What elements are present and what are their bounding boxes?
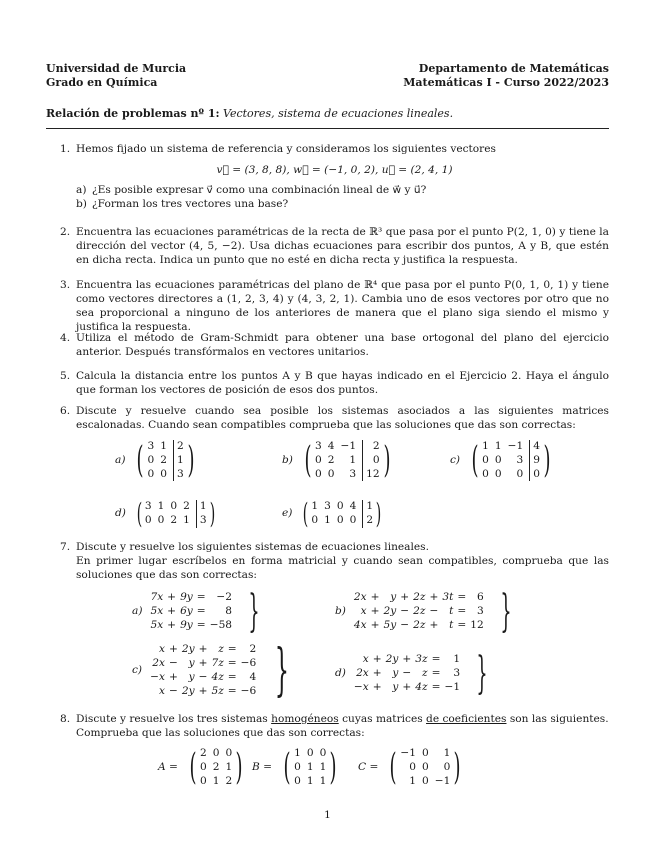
matrix-cell: 1 (306, 774, 314, 787)
matrix-cell: 0 (147, 467, 155, 480)
equation-term: y (392, 667, 399, 680)
problem-text: Encuentra las ecuaciones paramétricas del plano de ℝ⁴ que pasa por el punto P(0, 1, 0, 1) y tiene como vectores directores a (1, 2, 3, 4) y (4, 3, 2, 1). Cambia uno de esos vectores por otro que no sea proporcional a ninguno de los anteriores de manera que el plano siga siendo el mismo y justifica la respuesta. (76, 279, 609, 333)
matrix-cell: 0 (409, 760, 417, 773)
matrix-B: B = ( 1 0 0 0 1 1 0 1 1 ) (252, 746, 337, 788)
problem-4 (60, 332, 609, 360)
matrix-cell: 0 (199, 774, 207, 787)
equation-term: 4z (211, 671, 224, 683)
equation-term: + (167, 591, 177, 604)
department-name: Departamento de Matemáticas (418, 62, 609, 75)
matrix-cell: 3 (324, 500, 331, 513)
problem-text: Discute y resuelve cuando sea posible los sistemas asociados a las siguientes matrices escalonadas. Cuando sean compatibles comprueba que las soluciones que das son correctas: (76, 405, 609, 431)
equation-term: 5x (150, 605, 164, 618)
title-italic: Vectores, sistema de ecuaciones lineales. (223, 107, 454, 120)
equation-term: = (227, 684, 237, 697)
equation-term: = (457, 618, 467, 631)
coefficient-matrix (400, 747, 450, 788)
problem-number: 6. (60, 405, 71, 417)
equation-term: 9y (180, 591, 193, 604)
course-name: Matemáticas I - Curso 2022/2023 (403, 76, 609, 90)
matrix-cell: 0 (199, 760, 207, 773)
title-divider (46, 128, 609, 129)
equation-term: = (457, 605, 467, 618)
problem-number: 4. (60, 332, 71, 344)
matrix-cell: 0 (482, 467, 489, 480)
equation-term: 4z (415, 680, 428, 693)
augmented-matrix (145, 500, 207, 528)
equation-term: 9y (180, 618, 193, 631)
matrix-cell: 1 (319, 774, 327, 787)
matrix-cell: 3 (516, 453, 524, 466)
matrix-cell: 3 (196, 514, 207, 528)
matrix-cell: 0 (349, 514, 357, 526)
problem-text: Discute y resuelve los siguientes sistemas de ecuaciones lineales. (76, 541, 429, 553)
equation-term: − (429, 605, 439, 618)
equation-term: − (198, 671, 208, 683)
equation-system (150, 591, 232, 633)
equation-term: t (449, 605, 454, 618)
matrix-cell: 2 (362, 514, 373, 528)
matrix-cell: 0 (314, 467, 322, 480)
matrix-cell: 1 (225, 760, 233, 773)
equation-term: 2z (413, 591, 426, 604)
equation-system (150, 643, 256, 699)
equation-system (354, 653, 460, 695)
equation-term: y (188, 671, 195, 683)
matrix-cell: 1 (157, 500, 165, 513)
equation-term: x (158, 643, 165, 656)
equation-term: 5x (150, 618, 164, 631)
matrix-cell: 2 (173, 440, 184, 454)
matrix-cell: 3 (144, 500, 152, 513)
problem-number: 5. (60, 370, 71, 382)
matrix-cell: 4 (529, 440, 540, 454)
matrix-cell: 3 (314, 440, 322, 452)
equation-term: x (362, 653, 369, 666)
degree-name: Grado en Química (46, 76, 158, 90)
problem-2 (60, 226, 609, 268)
equation-term: −58 (209, 618, 233, 631)
matrix-cell: 4 (349, 500, 357, 513)
equation-term: − (402, 667, 412, 680)
matrix-6b: b) ( 3 4 −1 2 0 2 1 0 0 0 3 12 ) (282, 439, 391, 481)
augmented-matrix (148, 440, 184, 481)
problem-text: Calcula la distancia entre los puntos A y B que hayas indicado en el Ejercicio 2. Haya el ángulo que forman los vectores de posición de esos dos puntos. (76, 370, 609, 396)
equation-term: 2y (181, 643, 195, 656)
equation-term: 2y (385, 653, 399, 666)
equation-system (354, 591, 484, 633)
matrix-cell: 2 (199, 747, 207, 759)
equation-term: + (402, 653, 412, 666)
equation-term: = (431, 653, 441, 666)
matrix-cell: 0 (494, 453, 502, 466)
matrix-cell: 2 (170, 514, 178, 526)
equation-term: −x (150, 671, 165, 683)
matrix-cell: 0 (225, 747, 233, 759)
coefficient-matrix (294, 747, 326, 788)
equation-term: + (370, 591, 380, 604)
matrix-cell: 3 (147, 440, 155, 452)
equation-term: = (431, 667, 441, 680)
equation-term: −2 (216, 591, 233, 604)
equation-term: 2x (152, 657, 165, 670)
matrix-cell: 2 (160, 453, 167, 466)
equation-term: + (198, 657, 208, 670)
matrix-cell: 0 (443, 760, 451, 773)
subitem-b: b) ¿Forman los tres vectores una base? (76, 197, 289, 210)
equation-term: 1 (453, 653, 461, 666)
equation-term: − (400, 605, 410, 618)
subitem-a: a) ¿Es posible expresar v⃗ como una combinación lineal de w⃗ y u⃗? (76, 183, 427, 196)
matrix-cell: 1 (443, 747, 451, 759)
matrix-cell: 0 (422, 760, 429, 773)
problem-1-subitems (76, 184, 609, 212)
matrix-cell: 0 (170, 500, 178, 513)
equation-term: = (227, 643, 237, 656)
matrix-cell: 1 (294, 747, 301, 759)
equation-term: x (158, 684, 165, 697)
equation-term: 2x (353, 591, 367, 604)
equation-term: 6 (477, 591, 484, 604)
equation-term: 2y (383, 605, 397, 618)
matrix-cell: −1 (400, 747, 417, 759)
header-left (46, 62, 186, 90)
matrix-cell: 0 (144, 514, 152, 526)
matrix-label: d) (115, 507, 126, 520)
matrix-cell: 0 (160, 467, 167, 480)
matrix-cell: −1 (340, 440, 357, 452)
matrix-cell: 1 (183, 514, 190, 526)
matrix-cell: 4 (327, 440, 335, 452)
matrix-cell: 0 (327, 467, 335, 480)
equation-term: 6y (180, 605, 193, 618)
matrix-cell: 0 (482, 453, 489, 466)
problem-text: Discute y resuelve los tres sistemas homogéneos cuyas matrices de coeficientes son las siguientes. (76, 713, 609, 725)
matrix-cell: 1 (362, 500, 373, 514)
matrix-cell: 0 (422, 747, 429, 759)
equation-term: −6 (240, 657, 257, 670)
matrix-cell: 0 (311, 514, 319, 526)
university-name: Universidad de Murcia (46, 62, 187, 75)
problem-5 (60, 370, 609, 398)
equation-term: − (168, 657, 178, 670)
equation-term: x (360, 605, 367, 618)
augmented-matrix (315, 440, 380, 481)
matrix-cell: 0 (319, 747, 327, 759)
matrix-cell: 1 (409, 774, 417, 787)
equation-term: + (167, 618, 177, 631)
equation-term: 5y (383, 618, 397, 631)
matrix-cell: 1 (160, 440, 167, 452)
matrix-cell: 1 (482, 440, 489, 452)
matrix-cell: 1 (173, 454, 184, 468)
page-number: 1 (324, 809, 331, 821)
matrix-cell: 0 (529, 468, 540, 482)
matrix-label: e) (282, 507, 293, 520)
equation-term: + (429, 591, 439, 604)
equation-term: 8 (225, 605, 233, 618)
matrix-cell: 0 (494, 467, 502, 480)
equation-term: −1 (444, 680, 461, 693)
matrix-cell: 3 (349, 467, 357, 480)
equation-term: − (168, 684, 178, 697)
augmented-matrix (311, 500, 373, 528)
matrix-cell: 2 (183, 500, 190, 513)
equation-term: t (449, 618, 454, 631)
title-bold: Relación de problemas nº 1: (46, 107, 220, 120)
matrix-cell: 1 (306, 760, 314, 773)
matrix-cell: 0 (147, 453, 155, 466)
problem-text: Encuentra las ecuaciones paramétricas de la recta de ℝ³ que pasa por el punto P(2, 1, 0) y tiene la dirección del vector (4, 5, −2). Usa dichas ecuaciones para escribir dos puntos, A y B, que estén en dicha recta. Indica un punto que no esté en dicha recta y justifica la respuesta. (76, 226, 609, 266)
matrix-cell: 2 (225, 774, 233, 787)
equation-term: 2 (249, 643, 257, 656)
equation-term: + (372, 653, 382, 666)
equation-term: z (218, 643, 224, 656)
equation-term: −x (353, 680, 369, 693)
matrix-6e: e) ( 1 3 0 4 1 0 1 0 0 2 ) (282, 497, 382, 530)
equation-term: y (188, 657, 195, 670)
augmented-matrix (482, 440, 540, 481)
equation-term: = (227, 671, 237, 683)
problem-number: 2. (60, 226, 71, 238)
matrix-cell: 1 (196, 500, 207, 514)
problem-text-2: Comprueba que las soluciones que das son correctas: (76, 726, 365, 739)
page-header (46, 62, 609, 90)
system-7d: d) x + 2y + 3z = 1 2x + y − z = 3 −x + y + 4z = −1 } (335, 648, 488, 699)
matrix-C: C = ( −1 0 1 0 0 0 1 0 −1 ) (358, 746, 461, 788)
equation-term: z (422, 667, 428, 680)
sheet-title (46, 107, 609, 122)
matrix-cell: 3 (173, 468, 184, 482)
problem-3 (60, 279, 609, 335)
equation-term: 3z (415, 653, 428, 666)
equation-term: + (198, 684, 208, 697)
problem-number: 7. (60, 541, 71, 553)
equation-term: y (390, 591, 397, 604)
equation-term: = (457, 591, 467, 604)
matrix-6d: d) ( 3 1 0 2 1 0 0 2 1 3 ) (115, 497, 215, 530)
matrix-cell: 0 (362, 454, 379, 468)
matrix-cell: 1 (324, 514, 331, 526)
matrix-A: A = ( 2 0 0 0 2 1 0 1 2 ) (158, 746, 243, 788)
equation-term: 2z (413, 618, 426, 631)
equation-term: 2z (413, 605, 426, 618)
equation-term: − (400, 618, 410, 631)
matrix-cell: 9 (529, 454, 540, 468)
matrix-cell: 1 (349, 453, 357, 466)
matrix-cell: 0 (336, 500, 344, 513)
matrix-cell: 1 (494, 440, 502, 452)
matrix-cell: 1 (212, 774, 220, 787)
system-7c: c) x + 2y + z = 2 2x − y + 7z = −6 −x + y − 4z = 4 x − 2y + 5z = −6 } (132, 638, 290, 703)
matrix-cell: 1 (319, 760, 327, 773)
equation-term: + (198, 643, 208, 656)
problem-number: 3. (60, 279, 71, 291)
equation-term: + (400, 591, 410, 604)
equation-term: = (196, 618, 206, 631)
problem-text-2: En primer lugar escríbelos en forma matricial y cuando sean compatibles, comprueba que las soluciones que das son correctas: (76, 554, 609, 581)
matrix-label: c) (450, 453, 461, 466)
equation-term: + (168, 671, 178, 683)
matrix-cell: 0 (422, 774, 429, 787)
problem-number: 1. (60, 143, 71, 155)
matrix-cell: 12 (362, 468, 379, 482)
equation-term: 7z (211, 657, 224, 670)
matrix-6c: c) ( 1 1 −1 4 0 0 3 9 0 0 0 0 ) (450, 439, 551, 481)
matrix-label: b) (282, 453, 293, 466)
problem-text: Hemos fijado un sistema de referencia y consideramos los siguientes vectores (76, 143, 496, 155)
equation-term: = (196, 591, 206, 604)
matrix-cell: 0 (157, 514, 165, 526)
equation-term: 3 (477, 605, 484, 618)
equation-term: + (429, 618, 439, 631)
equation-term: 5z (211, 684, 224, 697)
matrix-cell: 0 (306, 747, 314, 759)
matrix-cell: 0 (336, 514, 344, 526)
problem-number: 8. (60, 713, 71, 725)
equation-term: 4x (353, 618, 367, 631)
equation-term: + (402, 680, 412, 693)
equation-term: 7x (150, 591, 164, 604)
matrix-cell: −1 (507, 440, 524, 452)
matrix-cell: 0 (516, 467, 524, 480)
matrix-cell: 0 (294, 760, 301, 773)
equation-term: 2y (181, 684, 195, 697)
equation-term: −6 (240, 684, 257, 697)
matrix-cell: 2 (212, 760, 220, 773)
problem-1 (60, 143, 609, 212)
coefficient-matrix (200, 747, 232, 788)
equation-term: 3 (453, 667, 461, 680)
matrix-cell: 2 (327, 453, 335, 466)
header-right (403, 62, 609, 90)
matrix-cell: 0 (212, 747, 220, 759)
matrix-cell: 2 (362, 440, 379, 454)
matrix-cell: −1 (434, 774, 451, 787)
matrix-label: a) (115, 453, 126, 466)
equation-term: + (167, 605, 177, 618)
matrix-cell: 0 (294, 774, 301, 787)
problem-text: Utiliza el método de Gram-Schmidt para obtener una base ortogonal del plano del ejercicio anterior. Después transfórmalos en vectores unitarios. (76, 332, 609, 358)
problem-8 (60, 713, 609, 741)
equation-term: = (196, 605, 206, 618)
matrix-6a: a) ( 3 1 2 0 2 1 0 0 3 ) (115, 439, 195, 481)
equation-term: + (168, 643, 178, 656)
system-7b: b) 2x + y + 2z + 3t = 6 x + 2y − 2z − t = 3 4x + 5y − 2z + t = 12 } (335, 586, 512, 637)
system-7a: a) 7x + 9y = −2 5x + 6y = 8 5x + 9y = −58 } (132, 586, 260, 637)
matrix-cell: 1 (311, 500, 319, 513)
equation-term: = (431, 680, 441, 693)
problem-6 (60, 405, 609, 433)
matrix-cell: 0 (314, 453, 322, 466)
problem-7 (60, 541, 609, 583)
equation-term: 4 (249, 671, 257, 683)
equation-term: + (372, 667, 382, 680)
equation-term: y (392, 680, 399, 693)
equation-term: 2x (356, 667, 369, 680)
equation-term: 3t (442, 591, 454, 604)
equation-term: + (372, 680, 382, 693)
vectors-line: v⃗ = (3, 8, 8), w⃗ = (−1, 0, 2), u⃗ = (2, 4, 1) (216, 163, 453, 176)
equation-term: = (227, 657, 237, 670)
equation-term: + (370, 605, 380, 618)
equation-term: 12 (470, 618, 484, 631)
equation-term: + (370, 618, 380, 631)
